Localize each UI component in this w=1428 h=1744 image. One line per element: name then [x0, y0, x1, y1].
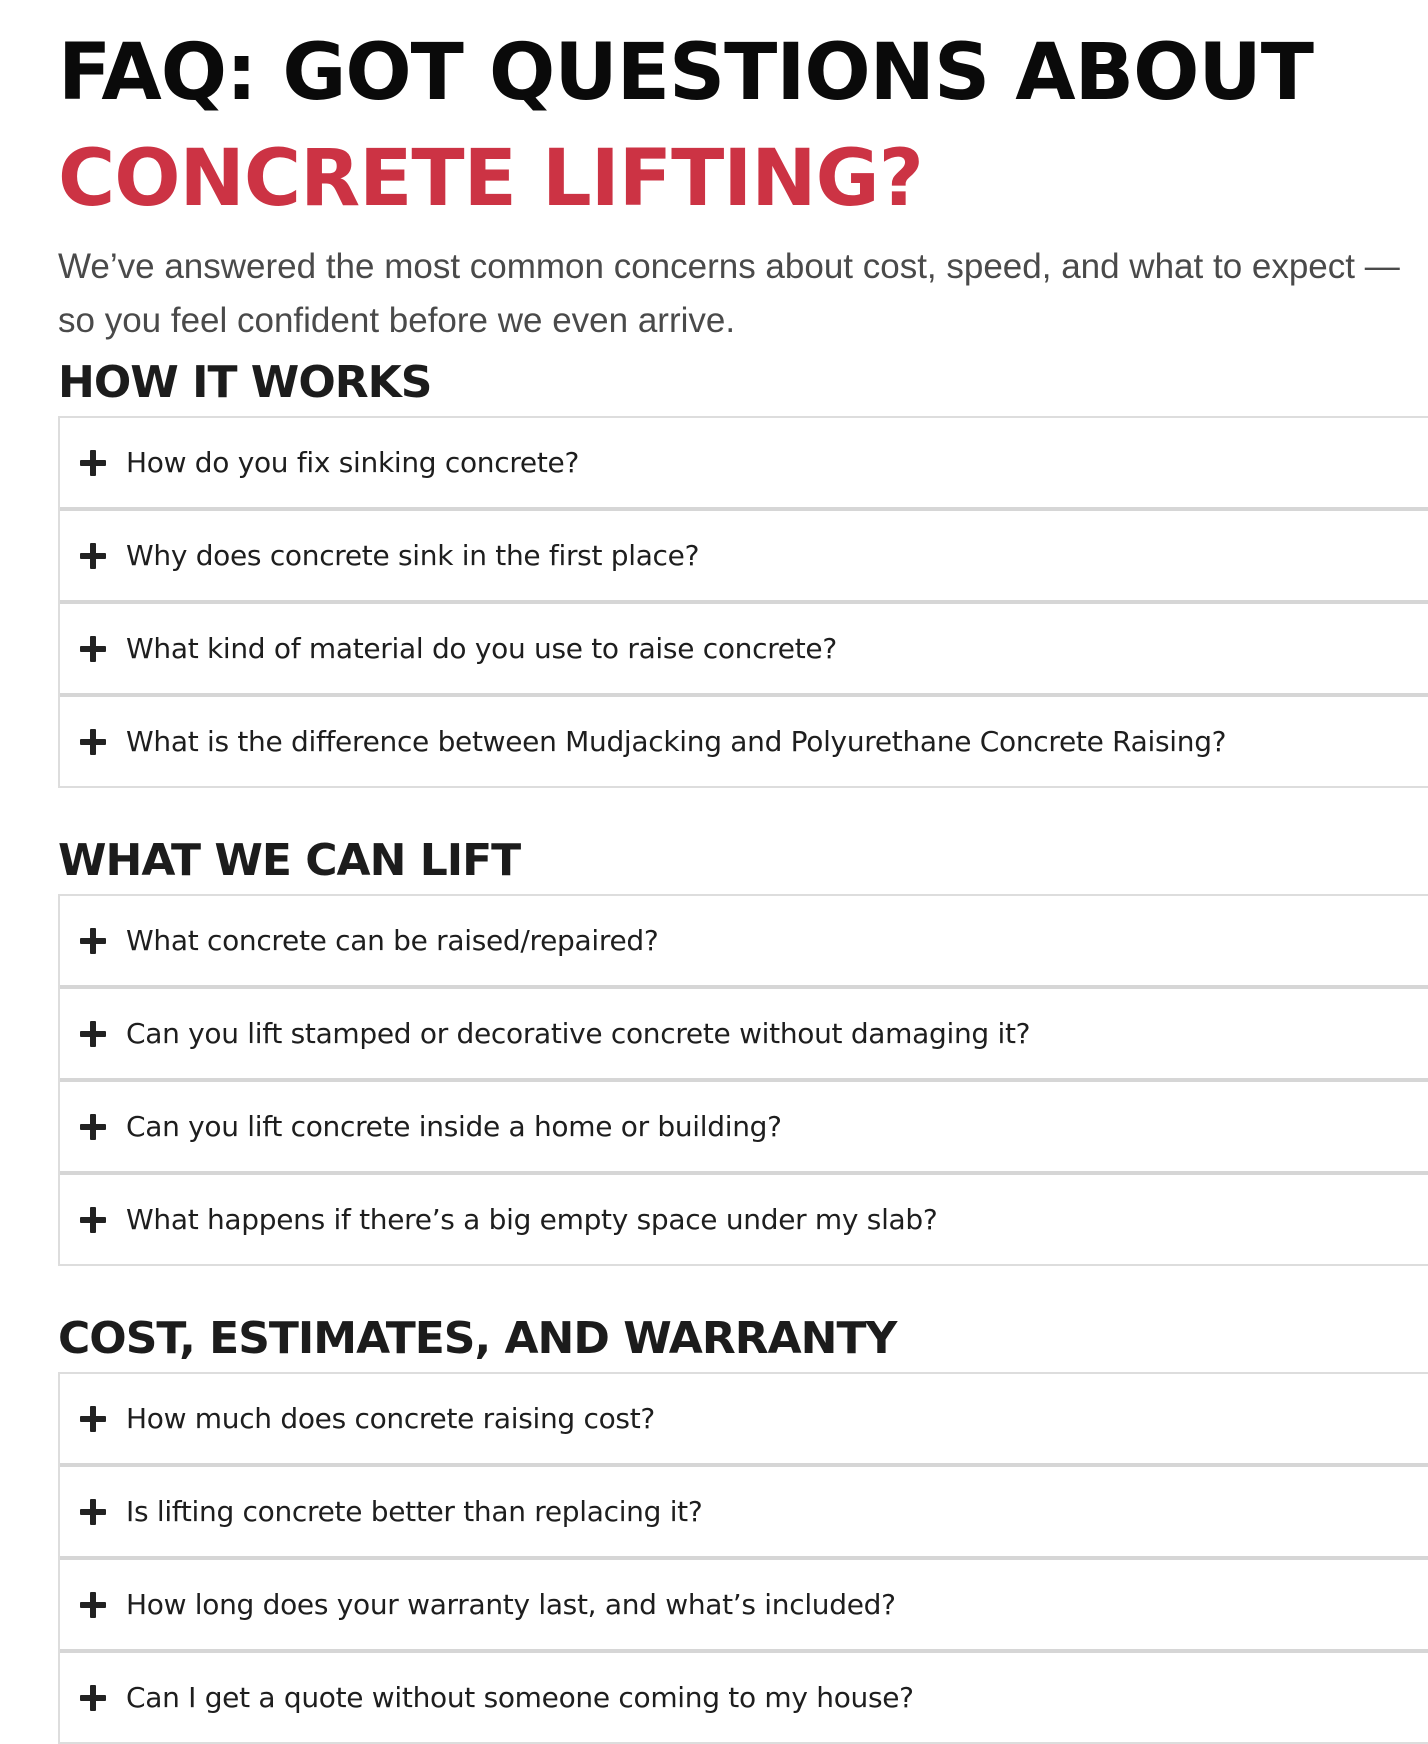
- plus-icon[interactable]: [80, 1499, 106, 1525]
- faq-item[interactable]: [60, 511, 1428, 604]
- faq-question[interactable]: Is lifting concrete better than replacing it?: [126, 1495, 703, 1528]
- plus-icon[interactable]: [80, 1592, 106, 1618]
- page-title-line1: FAQ: GOT QUESTIONS ABOUT: [58, 28, 1313, 118]
- plus-icon[interactable]: [80, 1114, 106, 1140]
- plus-icon[interactable]: [80, 1207, 106, 1233]
- section-heading: COST, ESTIMATES, AND WARRANTY: [58, 1313, 897, 1364]
- plus-icon[interactable]: [80, 1685, 106, 1711]
- plus-icon[interactable]: [80, 928, 106, 954]
- faq-question[interactable]: Can I get a quote without someone coming to my house?: [126, 1681, 914, 1714]
- section-heading: WHAT WE CAN LIFT: [58, 835, 521, 886]
- faq-question[interactable]: What kind of material do you use to raise concrete?: [126, 632, 837, 665]
- faq-item[interactable]: [60, 1175, 1428, 1264]
- faq-item[interactable]: [60, 1082, 1428, 1175]
- faq-question[interactable]: Why does concrete sink in the first place?: [126, 539, 700, 572]
- page-title: [58, 0, 1428, 232]
- faq-question[interactable]: What is the difference between Mudjacking and Polyurethane Concrete Raising?: [126, 725, 1227, 758]
- faq-question[interactable]: How do you fix sinking concrete?: [126, 446, 580, 479]
- faq-item[interactable]: [60, 418, 1428, 511]
- page-subtitle: We’ve answered the most common concerns about cost, speed, and what to expect — so you feel confident before we even arrive.: [58, 247, 1400, 340]
- faq-item[interactable]: [60, 697, 1428, 786]
- faq-question[interactable]: What happens if there’s a big empty space under my slab?: [126, 1203, 938, 1236]
- faq-question[interactable]: How much does concrete raising cost?: [126, 1402, 655, 1435]
- plus-icon[interactable]: [80, 1021, 106, 1047]
- plus-icon[interactable]: [80, 543, 106, 569]
- plus-icon[interactable]: [80, 450, 106, 476]
- faq-page: [58, 0, 1428, 1714]
- faq-item[interactable]: [60, 989, 1428, 1082]
- plus-icon[interactable]: [80, 1406, 106, 1432]
- faq-item[interactable]: [60, 1653, 1428, 1742]
- faq-question[interactable]: How long does your warranty last, and what’s included?: [126, 1588, 896, 1621]
- faq-question[interactable]: Can you lift concrete inside a home or building?: [126, 1110, 782, 1143]
- section-how-it-works: [58, 358, 1428, 788]
- faq-item[interactable]: [60, 896, 1428, 989]
- faq-item[interactable]: [60, 604, 1428, 697]
- section-cost-estimates-warranty: [58, 1314, 1428, 1744]
- section-what-we-can-lift: [58, 836, 1428, 1266]
- page-title-highlight: CONCRETE LIFTING?: [58, 134, 923, 224]
- section-heading: HOW IT WORKS: [58, 357, 432, 408]
- faq-accordion: [58, 1372, 1428, 1744]
- faq-item[interactable]: [60, 1467, 1428, 1560]
- faq-accordion: [58, 416, 1428, 788]
- plus-icon[interactable]: [80, 729, 106, 755]
- faq-question[interactable]: What concrete can be raised/repaired?: [126, 924, 659, 957]
- plus-icon[interactable]: [80, 636, 106, 662]
- faq-question[interactable]: Can you lift stamped or decorative concrete without damaging it?: [126, 1017, 1031, 1050]
- faq-item[interactable]: [60, 1560, 1428, 1653]
- faq-item[interactable]: [60, 1374, 1428, 1467]
- faq-accordion: [58, 894, 1428, 1266]
